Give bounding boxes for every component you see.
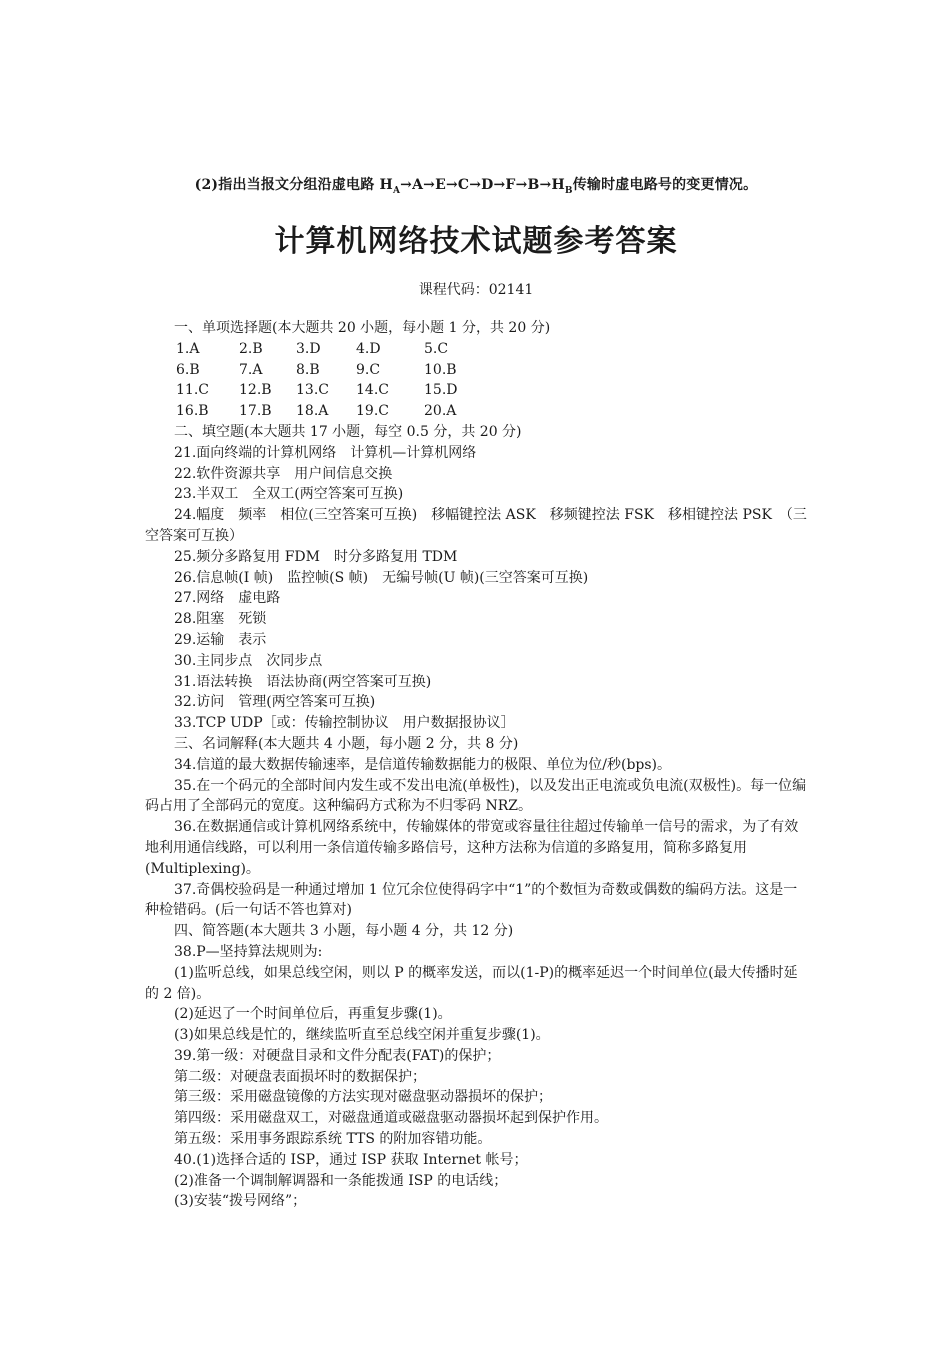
choice-answer: 19.C — [356, 403, 389, 420]
note-text-suffix: 传输时虚电路号的变更情况。 — [572, 177, 758, 193]
choice-answer: 9.C — [356, 361, 381, 378]
choice-answer: 7.A — [239, 361, 263, 378]
term-answer-35: 35.在一个码元的全部时间内发生或不发出电流(单极性)，以及发出正电流或负电流(双极性)。每一位编码占用了全部码元的宽度。这种编码方式称为不归零码 NRZ。 — [145, 777, 807, 815]
short-answer-38-step-2: (2)延迟了一个时间单位后，再重复步骤(1)。 — [174, 1006, 452, 1023]
choice-answer: 5.C — [424, 340, 449, 357]
choice-answer: 2.B — [239, 340, 263, 357]
short-answer-40-step-3: (3)安装“拨号网络”； — [174, 1193, 307, 1210]
note-subscript-a: A — [392, 185, 401, 196]
answer-body — [145, 318, 811, 1212]
short-answer-39-level-2: 第二级：对硬盘表面损坏时的数据保护； — [174, 1068, 426, 1085]
short-answer-38: 38.P—坚持算法规则为: — [174, 943, 323, 960]
section-heading-short-answer: 四、简答题(本大题共 3 小题，每小题 4 分，共 12 分) — [174, 923, 514, 940]
short-answer-40-step-2: (2)准备一个调制解调器和一条能拨通 ISP 的电话线； — [174, 1172, 508, 1189]
choice-answer: 15.D — [424, 382, 458, 399]
short-answer-39-level-3: 第三级：采用磁盘镜像的方法实现对磁盘驱动器损坏的保护； — [174, 1089, 552, 1106]
fill-answer-23: 23.半双工 全双工(两空答案可互换) — [174, 486, 404, 503]
choice-answer: 20.A — [424, 403, 457, 420]
note-text-prefix: (2)指出当报文分组沿虚电路 H — [194, 177, 393, 193]
choice-answer-grid — [145, 339, 811, 422]
fill-answer-29: 29.运输 表示 — [174, 631, 267, 648]
choice-answer: 3.D — [296, 340, 321, 357]
choice-answer: 1.A — [176, 340, 200, 357]
term-answer-34: 34.信道的最大数据传输速率，是信道传输数据能力的极限、单位为位/秒(bps)。 — [174, 756, 672, 773]
choice-answer: 18.A — [296, 403, 329, 420]
section-heading-terms: 三、名词解释(本大题共 4 小题，每小题 2 分，共 8 分) — [174, 735, 519, 752]
short-answer-38-step-3: (3)如果总线是忙的，继续监听直至总线空闲并重复步骤(1)。 — [174, 1027, 550, 1044]
fill-answer-21: 21.面向终端的计算机网络 计算机—计算机网络 — [174, 444, 477, 461]
fill-answer-27: 27.网络 虚电路 — [174, 590, 281, 607]
choice-answer: 16.B — [176, 403, 209, 420]
short-answer-38-step-1: (1)监听总线，如果总线空闲，则以 P 的概率发送，而以(1-P)的概率延迟一个时间单位(最大传播时延的 2 倍)。 — [145, 964, 798, 1002]
short-answer-40-step-1: 40.(1)选择合适的 ISP，通过 ISP 获取 Internet 帐号； — [174, 1151, 528, 1168]
short-answer-39-level-5: 第五级：采用事务跟踪系统 TTS 的附加容错功能。 — [174, 1131, 492, 1148]
question-2-note — [0, 174, 952, 196]
fill-answer-25: 25.频分多路复用 FDM 时分多路复用 TDM — [174, 548, 458, 565]
short-answer-39-level-1: 39.第一级：对硬盘目录和文件分配表(FAT)的保护； — [174, 1047, 501, 1064]
course-code: 课程代码：02141 — [418, 282, 534, 298]
document-title: 计算机网络技术试题参考答案 — [274, 224, 678, 259]
fill-answer-22: 22.软件资源共享 用户间信息交换 — [174, 465, 393, 482]
term-answer-37: 37.奇偶校验码是一种通过增加 1 位冗余位使得码字中“1”的个数恒为奇数或偶数的编码方法。这是一种检错码。(后一句话不答也算对) — [145, 881, 798, 919]
short-answer-39-level-4: 第四级：采用磁盘双工，对磁盘通道或磁盘驱动器损坏起到保护作用。 — [174, 1110, 608, 1127]
choice-answer: 12.B — [239, 382, 272, 399]
fill-answer-30: 30.主同步点 次同步点 — [174, 652, 323, 669]
term-answer-36: 36.在数据通信或计算机网络系统中，传输媒体的带宽或容量往往超过传输单一信号的需求，为了有效地利用通信线路，可以利用一条信道传输多路信号，这种方法称为信道的多路复用，简称多路复用(Multiplexing)。 — [145, 819, 799, 877]
choice-answer: 6.B — [176, 361, 200, 378]
choice-answer: 11.C — [176, 382, 209, 399]
choice-answer: 10.B — [424, 361, 457, 378]
fill-answer-28: 28.阻塞 死锁 — [174, 611, 267, 628]
fill-answer-32: 32.访问 管理(两空答案可互换) — [174, 694, 376, 711]
choice-answer: 4.D — [356, 340, 381, 357]
choice-answer: 17.B — [239, 403, 272, 420]
fill-answer-33: 33.TCP UDP［或：传输控制协议 用户数据报协议］ — [174, 715, 515, 732]
choice-answer: 13.C — [296, 382, 329, 399]
fill-answer-24: 24.幅度 频率 相位(三空答案可互换) 移幅键控法 ASK 移频键控法 FSK 移相键控法 PSK （三空答案可互换） — [145, 507, 807, 544]
choice-answer: 14.C — [356, 382, 389, 399]
section-heading-choice: 一、单项选择题(本大题共 20 小题，每小题 1 分，共 20 分) — [174, 320, 551, 336]
fill-answer-26: 26.信息帧(I 帧) 监控帧(S 帧) 无编号帧(U 帧)(三空答案可互换) — [174, 569, 589, 586]
choice-answer: 8.B — [296, 361, 320, 378]
note-subscript-b: B — [564, 185, 573, 196]
note-text-middle: →A→E→C→D→F→B→H — [400, 177, 565, 193]
fill-answer-31: 31.语法转换 语法协商(两空答案可互换) — [174, 673, 432, 690]
section-heading-fill: 二、填空题(本大题共 17 小题，每空 0.5 分，共 20 分) — [174, 423, 522, 440]
